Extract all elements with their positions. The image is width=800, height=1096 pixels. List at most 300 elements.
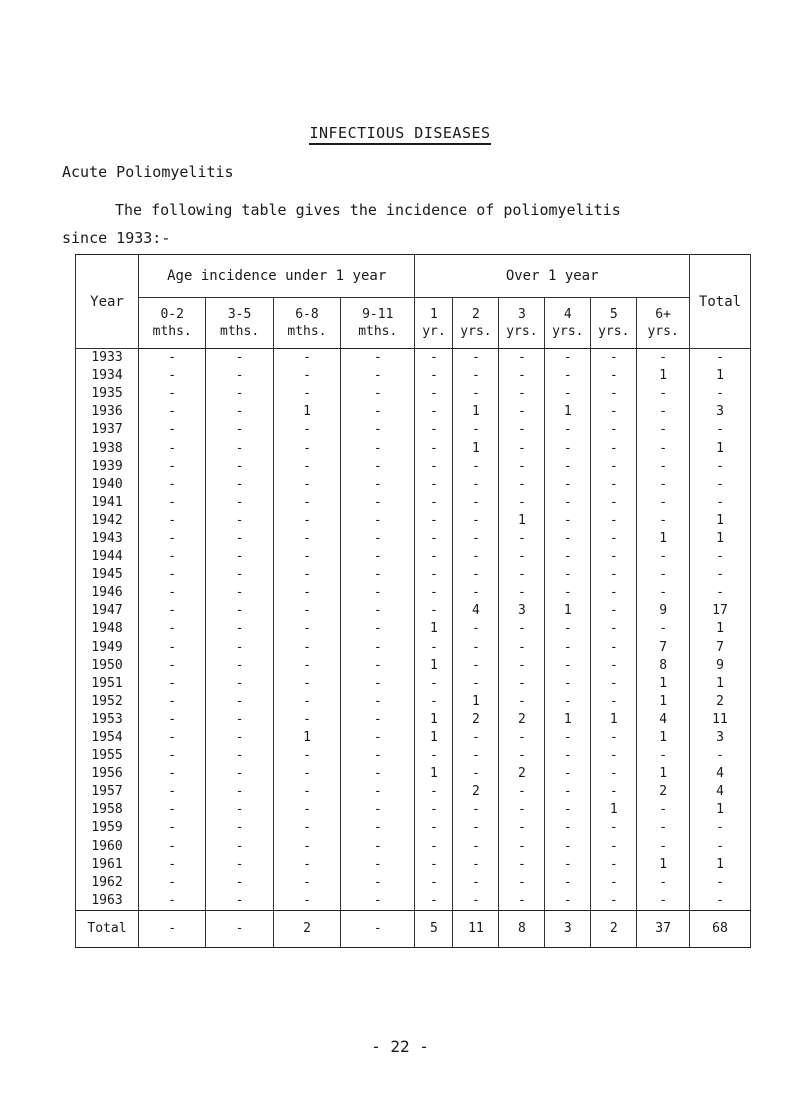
count-cell: - [341, 403, 415, 421]
count-cell: - [206, 439, 273, 457]
count-cell: - [591, 892, 637, 911]
count-cell: - [499, 349, 545, 368]
count-cell: - [545, 693, 591, 711]
count-cell: - [499, 801, 545, 819]
count-cell: - [273, 421, 340, 439]
count-cell: - [637, 584, 690, 602]
count-cell: - [499, 657, 545, 675]
count-cell: - [206, 566, 273, 584]
count-cell: - [139, 584, 206, 602]
count-cell: - [637, 801, 690, 819]
count-cell: - [591, 512, 637, 530]
count-cell: - [139, 693, 206, 711]
table-row [76, 530, 751, 548]
row-total-cell: - [690, 349, 751, 368]
row-total-cell: - [690, 584, 751, 602]
count-cell: - [415, 385, 453, 403]
count-cell: - [415, 512, 453, 530]
count-cell: - [206, 657, 273, 675]
count-cell: - [453, 458, 499, 476]
count-cell: - [206, 693, 273, 711]
count-cell: 1 [545, 403, 591, 421]
count-cell: - [341, 856, 415, 874]
count-cell: - [415, 367, 453, 385]
count-cell: 2 [499, 765, 545, 783]
count-cell: - [341, 693, 415, 711]
table-body [76, 349, 751, 911]
count-cell: - [341, 458, 415, 476]
table-row [76, 439, 751, 457]
count-cell: - [415, 548, 453, 566]
count-cell: - [545, 476, 591, 494]
count-cell: - [273, 801, 340, 819]
table-row [76, 657, 751, 675]
count-cell: - [273, 620, 340, 638]
count-cell: - [273, 765, 340, 783]
count-cell: - [273, 747, 340, 765]
intro-text-line-2: since 1933:- [62, 229, 171, 247]
count-cell: - [637, 874, 690, 892]
year-cell: 1948 [76, 620, 139, 638]
count-cell: - [273, 584, 340, 602]
row-total-cell: 1 [690, 856, 751, 874]
table-row [76, 349, 751, 368]
year-cell: 1954 [76, 729, 139, 747]
count-cell: - [545, 747, 591, 765]
count-cell: - [206, 494, 273, 512]
count-cell: - [341, 892, 415, 911]
count-cell: 1 [637, 693, 690, 711]
column-total-cell: 2 [273, 910, 340, 947]
count-cell: - [499, 566, 545, 584]
row-total-cell: 1 [690, 512, 751, 530]
count-cell: - [591, 548, 637, 566]
count-cell: - [139, 765, 206, 783]
year-cell: 1961 [76, 856, 139, 874]
age-column-header: 4 yrs. [545, 298, 591, 349]
count-cell: - [545, 458, 591, 476]
count-cell: - [206, 765, 273, 783]
table-row [76, 874, 751, 892]
count-cell: - [139, 403, 206, 421]
count-cell: - [206, 584, 273, 602]
count-cell: - [453, 747, 499, 765]
count-cell: - [415, 458, 453, 476]
count-cell: - [499, 639, 545, 657]
row-total-cell: - [690, 548, 751, 566]
count-cell: - [341, 367, 415, 385]
row-total-cell: 7 [690, 639, 751, 657]
count-cell: - [637, 747, 690, 765]
count-cell: - [139, 729, 206, 747]
count-cell: - [499, 874, 545, 892]
row-total-cell: - [690, 476, 751, 494]
row-total-cell: - [690, 494, 751, 512]
year-cell: 1945 [76, 566, 139, 584]
year-cell: 1940 [76, 476, 139, 494]
count-cell: - [139, 602, 206, 620]
count-cell: - [499, 892, 545, 911]
count-cell: - [415, 639, 453, 657]
year-cell: 1958 [76, 801, 139, 819]
year-cell: 1956 [76, 765, 139, 783]
count-cell: - [206, 892, 273, 911]
incidence-table [75, 254, 751, 948]
count-cell: - [545, 421, 591, 439]
row-total-cell: 1 [690, 801, 751, 819]
count-cell: 1 [499, 512, 545, 530]
count-cell: - [206, 476, 273, 494]
count-cell: - [139, 385, 206, 403]
year-cell: 1960 [76, 838, 139, 856]
count-cell: - [591, 458, 637, 476]
count-cell: - [637, 620, 690, 638]
count-cell: - [139, 349, 206, 368]
count-cell: - [415, 783, 453, 801]
count-cell: - [206, 856, 273, 874]
under-one-year-group-header: Age incidence under 1 year [139, 255, 415, 298]
row-total-cell: 1 [690, 530, 751, 548]
count-cell: - [499, 548, 545, 566]
row-total-cell: - [690, 458, 751, 476]
count-cell: - [591, 566, 637, 584]
count-cell: - [415, 892, 453, 911]
count-cell: 1 [637, 530, 690, 548]
count-cell: - [591, 856, 637, 874]
table-row [76, 476, 751, 494]
count-cell: - [139, 801, 206, 819]
count-cell: - [415, 530, 453, 548]
count-cell: - [273, 892, 340, 911]
count-cell: - [341, 494, 415, 512]
count-cell: - [637, 819, 690, 837]
row-total-cell: 9 [690, 657, 751, 675]
table-row [76, 458, 751, 476]
count-cell: - [591, 729, 637, 747]
count-cell: - [453, 421, 499, 439]
count-cell: - [415, 838, 453, 856]
count-cell: - [206, 819, 273, 837]
count-cell: 2 [637, 783, 690, 801]
table-row [76, 639, 751, 657]
count-cell: - [637, 548, 690, 566]
count-cell: - [206, 385, 273, 403]
count-cell: - [591, 476, 637, 494]
year-cell: 1943 [76, 530, 139, 548]
year-cell: 1952 [76, 693, 139, 711]
table-row [76, 856, 751, 874]
table-row [76, 385, 751, 403]
count-cell: - [591, 747, 637, 765]
count-cell: - [341, 421, 415, 439]
count-cell: - [499, 729, 545, 747]
count-cell: - [591, 819, 637, 837]
year-cell: 1950 [76, 657, 139, 675]
count-cell: - [139, 783, 206, 801]
row-total-cell: - [690, 819, 751, 837]
count-cell: - [139, 819, 206, 837]
count-cell: 1 [591, 711, 637, 729]
count-cell: 1 [415, 620, 453, 638]
count-cell: - [591, 584, 637, 602]
count-cell: - [637, 349, 690, 368]
count-cell: - [273, 512, 340, 530]
count-cell: - [206, 367, 273, 385]
count-cell: - [341, 838, 415, 856]
table-row [76, 765, 751, 783]
count-cell: - [341, 675, 415, 693]
age-column-header: 3-5 mths. [206, 298, 273, 349]
table-row [76, 819, 751, 837]
row-total-cell: - [690, 892, 751, 911]
count-cell: - [415, 584, 453, 602]
count-cell: - [453, 620, 499, 638]
table-row [76, 421, 751, 439]
count-cell: - [415, 494, 453, 512]
count-cell: - [341, 566, 415, 584]
row-total-cell: - [690, 385, 751, 403]
count-cell: - [499, 693, 545, 711]
count-cell: - [453, 639, 499, 657]
table-row [76, 892, 751, 911]
age-column-header: 3 yrs. [499, 298, 545, 349]
year-cell: 1936 [76, 403, 139, 421]
count-cell: - [273, 874, 340, 892]
count-cell: - [341, 512, 415, 530]
column-total-cell: 3 [545, 910, 591, 947]
count-cell: - [637, 421, 690, 439]
count-cell: - [591, 675, 637, 693]
count-cell: - [637, 892, 690, 911]
count-cell: - [591, 494, 637, 512]
count-cell: - [545, 494, 591, 512]
grand-total-cell: 68 [690, 910, 751, 947]
count-cell: - [545, 548, 591, 566]
row-total-cell: - [690, 874, 751, 892]
column-total-cell: - [206, 910, 273, 947]
count-cell: - [341, 584, 415, 602]
count-cell: - [545, 566, 591, 584]
table-row [76, 494, 751, 512]
count-cell: 1 [545, 602, 591, 620]
year-cell: 1955 [76, 747, 139, 765]
count-cell: - [453, 874, 499, 892]
row-total-cell: 1 [690, 439, 751, 457]
row-total-cell: 4 [690, 783, 751, 801]
count-cell: - [273, 693, 340, 711]
count-cell: - [591, 693, 637, 711]
count-cell: - [139, 439, 206, 457]
count-cell: - [341, 819, 415, 837]
count-cell: - [453, 584, 499, 602]
row-total-cell: - [690, 838, 751, 856]
count-cell: - [139, 421, 206, 439]
count-cell: - [139, 548, 206, 566]
table-row [76, 512, 751, 530]
column-total-cell: 5 [415, 910, 453, 947]
count-cell: - [341, 874, 415, 892]
count-cell: - [545, 584, 591, 602]
count-cell: - [206, 349, 273, 368]
count-cell: 1 [453, 403, 499, 421]
count-cell: 1 [453, 693, 499, 711]
age-column-header: 9-11 mths. [341, 298, 415, 349]
count-cell: - [341, 729, 415, 747]
age-column-header: 6+ yrs. [637, 298, 690, 349]
age-column-header: 6-8 mths. [273, 298, 340, 349]
count-cell: - [499, 620, 545, 638]
count-cell: - [273, 439, 340, 457]
count-cell: - [273, 711, 340, 729]
year-cell: 1949 [76, 639, 139, 657]
count-cell: - [206, 602, 273, 620]
count-cell: - [499, 783, 545, 801]
count-cell: - [453, 819, 499, 837]
count-cell: - [545, 439, 591, 457]
age-column-header: 5 yrs. [591, 298, 637, 349]
count-cell: - [637, 838, 690, 856]
count-cell: - [139, 711, 206, 729]
count-cell: - [341, 711, 415, 729]
year-cell: 1935 [76, 385, 139, 403]
count-cell: - [341, 385, 415, 403]
count-cell: - [139, 838, 206, 856]
count-cell: - [545, 639, 591, 657]
count-cell: - [499, 367, 545, 385]
count-cell: - [637, 458, 690, 476]
count-cell: - [273, 494, 340, 512]
count-cell: 1 [415, 657, 453, 675]
row-total-cell: 17 [690, 602, 751, 620]
count-cell: - [545, 838, 591, 856]
count-cell: - [453, 838, 499, 856]
age-column-header: 1 yr. [415, 298, 453, 349]
count-cell: 1 [637, 367, 690, 385]
table-row [76, 548, 751, 566]
count-cell: - [273, 566, 340, 584]
count-cell: - [499, 494, 545, 512]
count-cell: - [415, 693, 453, 711]
count-cell: 1 [637, 729, 690, 747]
count-cell: - [341, 765, 415, 783]
count-cell: 1 [415, 729, 453, 747]
age-column-header: 2 yrs. [453, 298, 499, 349]
count-cell: - [415, 403, 453, 421]
count-cell: 8 [637, 657, 690, 675]
count-cell: - [139, 494, 206, 512]
count-cell: - [591, 385, 637, 403]
count-cell: - [591, 765, 637, 783]
count-cell: - [453, 530, 499, 548]
year-cell: 1944 [76, 548, 139, 566]
count-cell: - [273, 657, 340, 675]
count-cell: - [273, 385, 340, 403]
count-cell: - [499, 856, 545, 874]
count-cell: 9 [637, 602, 690, 620]
row-total-cell: 1 [690, 620, 751, 638]
count-cell: 4 [637, 711, 690, 729]
count-cell: - [273, 838, 340, 856]
table-row [76, 602, 751, 620]
count-cell: - [139, 530, 206, 548]
table-row [76, 729, 751, 747]
count-cell: - [206, 675, 273, 693]
count-cell: - [273, 819, 340, 837]
count-cell: - [499, 421, 545, 439]
year-cell: 1933 [76, 349, 139, 368]
count-cell: - [341, 639, 415, 657]
count-cell: - [139, 639, 206, 657]
count-cell: - [341, 349, 415, 368]
count-cell: - [453, 548, 499, 566]
count-cell: 2 [499, 711, 545, 729]
count-cell: - [591, 602, 637, 620]
count-cell: - [591, 439, 637, 457]
total-header: Total [690, 255, 751, 349]
count-cell: - [545, 530, 591, 548]
count-cell: - [273, 783, 340, 801]
count-cell: - [591, 874, 637, 892]
count-cell: - [415, 801, 453, 819]
count-cell: - [415, 349, 453, 368]
count-cell: - [139, 476, 206, 494]
column-total-cell: 37 [637, 910, 690, 947]
count-cell: - [637, 566, 690, 584]
count-cell: - [206, 801, 273, 819]
row-total-cell: 1 [690, 675, 751, 693]
count-cell: - [499, 584, 545, 602]
count-cell: - [139, 874, 206, 892]
count-cell: - [139, 657, 206, 675]
count-cell: 1 [453, 439, 499, 457]
count-cell: - [341, 747, 415, 765]
count-cell: - [453, 512, 499, 530]
count-cell: - [453, 675, 499, 693]
year-cell: 1953 [76, 711, 139, 729]
count-cell: - [591, 421, 637, 439]
column-total-cell: - [341, 910, 415, 947]
count-cell: - [206, 711, 273, 729]
row-total-cell: 3 [690, 729, 751, 747]
table-row [76, 367, 751, 385]
count-cell: - [591, 367, 637, 385]
count-cell: - [139, 675, 206, 693]
count-cell: - [637, 476, 690, 494]
section-heading-text: INFECTIOUS DISEASES [309, 124, 490, 145]
count-cell: - [453, 566, 499, 584]
table-row [76, 403, 751, 421]
count-cell: - [273, 856, 340, 874]
count-cell: - [545, 874, 591, 892]
age-column-header: 0-2 mths. [139, 298, 206, 349]
count-cell: - [206, 729, 273, 747]
count-cell: - [591, 838, 637, 856]
count-cell: - [206, 639, 273, 657]
count-cell: - [139, 892, 206, 911]
count-cell: - [453, 349, 499, 368]
count-cell: - [453, 385, 499, 403]
year-cell: 1938 [76, 439, 139, 457]
count-cell: - [273, 530, 340, 548]
count-cell: - [591, 639, 637, 657]
year-cell: 1957 [76, 783, 139, 801]
row-total-cell: - [690, 421, 751, 439]
count-cell: - [139, 512, 206, 530]
year-cell: 1939 [76, 458, 139, 476]
count-cell: - [415, 747, 453, 765]
table-row [76, 620, 751, 638]
count-cell: - [139, 566, 206, 584]
